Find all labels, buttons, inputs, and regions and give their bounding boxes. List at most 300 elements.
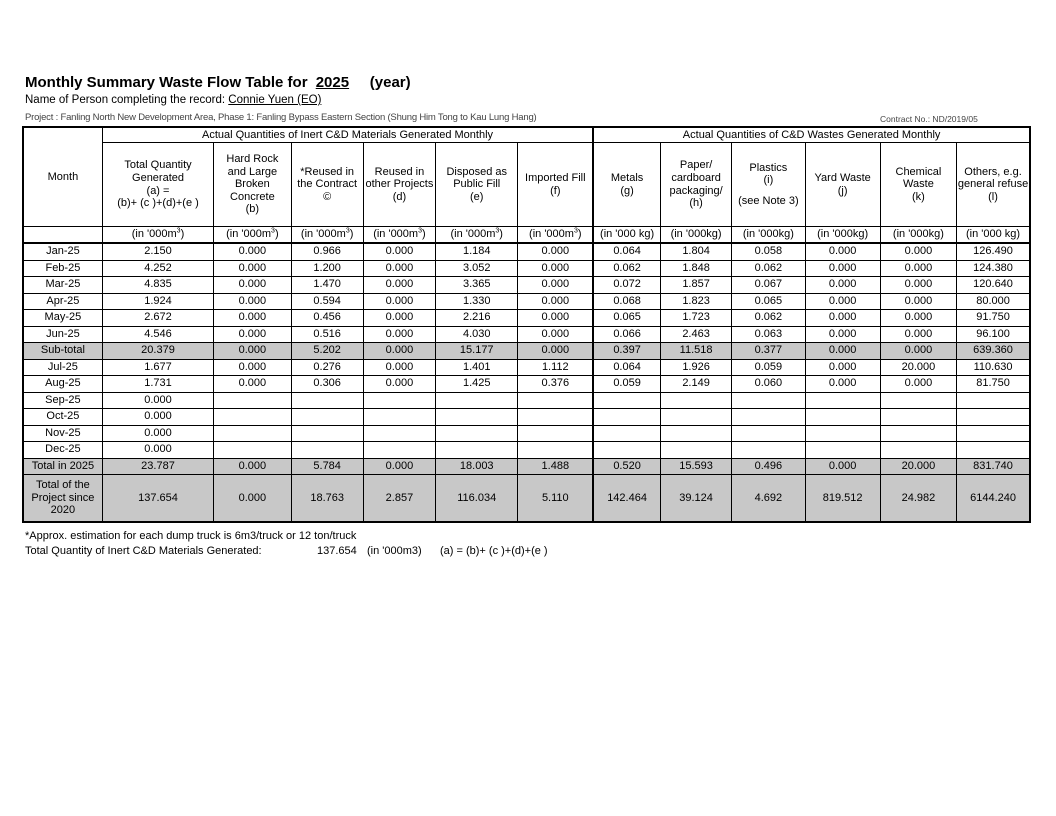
unit-label: (in '000m bbox=[529, 228, 574, 241]
value-cell: 0.000 bbox=[363, 376, 435, 393]
unit-superscript: 3 bbox=[495, 227, 500, 235]
column-header-line: cardboard bbox=[671, 171, 721, 184]
value-cell bbox=[363, 409, 435, 426]
value-cell: 2.463 bbox=[660, 326, 731, 343]
table-row bbox=[23, 343, 1030, 360]
unit-label: (in '000kg) bbox=[892, 228, 944, 241]
value-cell: 0.000 bbox=[880, 243, 956, 260]
column-header-row bbox=[23, 143, 1030, 227]
unit-label-end: ) bbox=[274, 228, 279, 241]
value-cell bbox=[957, 392, 1030, 409]
value-cell: 0.000 bbox=[518, 277, 593, 294]
value-cell bbox=[880, 409, 956, 426]
value-cell bbox=[363, 392, 435, 409]
value-cell: 3.052 bbox=[436, 260, 518, 277]
value-cell: 0.000 bbox=[363, 359, 435, 376]
column-header-line: (b)+ (c )+(d)+(e ) bbox=[117, 197, 199, 210]
column-header-12 bbox=[957, 143, 1030, 227]
value-cell bbox=[880, 425, 956, 442]
column-header-line: Chemical bbox=[895, 165, 942, 178]
value-cell: 0.000 bbox=[363, 310, 435, 327]
unit-superscript: 3 bbox=[418, 227, 422, 235]
column-header-line: Reused in bbox=[374, 165, 425, 178]
value-cell: 0.000 bbox=[214, 475, 291, 523]
column-header-line: Generated bbox=[132, 171, 184, 184]
column-header-2 bbox=[214, 143, 291, 227]
value-cell: 1.488 bbox=[518, 458, 593, 475]
value-cell: 18.003 bbox=[436, 458, 518, 475]
column-header-note: (see Note 3) bbox=[738, 194, 799, 207]
value-cell bbox=[957, 442, 1030, 459]
value-cell: 0.000 bbox=[805, 310, 880, 327]
value-cell: 0.000 bbox=[363, 243, 435, 260]
unit-label-end: ) bbox=[422, 228, 426, 241]
column-header-3 bbox=[291, 143, 363, 227]
unit-label-end: ) bbox=[180, 228, 185, 241]
column-header-line: (b) bbox=[245, 203, 260, 216]
unit-label: (in '000 kg) bbox=[966, 228, 1021, 241]
column-header-line: Metals bbox=[610, 171, 644, 184]
column-header-line: (i) bbox=[763, 174, 774, 187]
value-cell: 0.594 bbox=[291, 293, 363, 310]
waste-group-header: Actual Quantities of C&D Wastes Generated Monthly bbox=[593, 127, 1030, 143]
unit-label: (in '000kg) bbox=[817, 228, 869, 241]
value-cell bbox=[518, 392, 593, 409]
value-cell: 4.835 bbox=[102, 277, 213, 294]
value-cell: 23.787 bbox=[102, 458, 213, 475]
value-cell bbox=[593, 425, 660, 442]
column-header-line: packaging/ bbox=[669, 184, 723, 197]
value-cell: 0.000 bbox=[214, 277, 291, 294]
month-cell: Total in 2025 bbox=[23, 458, 102, 475]
value-cell bbox=[593, 442, 660, 459]
column-header-5 bbox=[436, 143, 518, 227]
value-cell: 15.177 bbox=[436, 343, 518, 360]
unit-label-end: ) bbox=[577, 228, 582, 241]
value-cell bbox=[805, 442, 880, 459]
value-cell: 819.512 bbox=[805, 475, 880, 523]
value-cell: 2.216 bbox=[436, 310, 518, 327]
value-cell: 0.000 bbox=[214, 310, 291, 327]
column-header-line: Paper/ bbox=[679, 159, 713, 172]
value-cell: 1.804 bbox=[660, 243, 731, 260]
value-cell bbox=[880, 442, 956, 459]
value-cell: 0.065 bbox=[732, 293, 805, 310]
value-cell: 0.000 bbox=[363, 260, 435, 277]
value-cell: 0.000 bbox=[518, 310, 593, 327]
column-header-line: Imported Fill bbox=[525, 171, 586, 184]
value-cell: 0.000 bbox=[880, 260, 956, 277]
table-row bbox=[23, 376, 1030, 393]
value-cell bbox=[436, 392, 518, 409]
value-cell bbox=[880, 392, 956, 409]
column-header-9 bbox=[732, 143, 805, 227]
column-header-line: and Large bbox=[227, 165, 278, 178]
column-header-line: the Contract bbox=[297, 178, 358, 191]
column-header-line: (k) bbox=[912, 190, 925, 203]
column-header-line: Waste bbox=[903, 178, 934, 191]
year-value: 2025 bbox=[315, 74, 350, 91]
column-header-line: (e) bbox=[470, 190, 484, 203]
column-header-line: Disposed as bbox=[446, 165, 507, 178]
value-cell bbox=[732, 409, 805, 426]
value-cell: 81.750 bbox=[957, 376, 1030, 393]
column-header-line: Hard Rock bbox=[226, 152, 279, 165]
value-cell bbox=[214, 425, 291, 442]
value-cell: 1.723 bbox=[660, 310, 731, 327]
value-cell: 0.276 bbox=[291, 359, 363, 376]
value-cell: 0.000 bbox=[214, 326, 291, 343]
value-cell: 2.149 bbox=[660, 376, 731, 393]
value-cell: 0.066 bbox=[593, 326, 660, 343]
table-row bbox=[23, 310, 1030, 327]
unit-label: (in '000m bbox=[300, 228, 346, 241]
person-name: Connie Yuen (EO) bbox=[228, 94, 322, 106]
column-header-line: © bbox=[323, 190, 332, 203]
value-cell: 1.200 bbox=[291, 260, 363, 277]
value-cell: 0.000 bbox=[363, 458, 435, 475]
value-cell: 5.784 bbox=[291, 458, 363, 475]
value-cell: 0.064 bbox=[593, 359, 660, 376]
total-value: 137.654 bbox=[317, 545, 357, 557]
value-cell: 5.202 bbox=[291, 343, 363, 360]
value-cell: 1.112 bbox=[518, 359, 593, 376]
value-cell: 0.000 bbox=[214, 343, 291, 360]
value-cell: 3.365 bbox=[436, 277, 518, 294]
month-cell: Jul-25 bbox=[23, 359, 102, 376]
unit-label: (in '000m bbox=[373, 228, 419, 241]
value-cell bbox=[436, 425, 518, 442]
column-header-line: (j) bbox=[837, 184, 848, 197]
unit-label: (in '000kg) bbox=[670, 228, 722, 241]
value-cell bbox=[805, 409, 880, 426]
value-cell: 1.470 bbox=[291, 277, 363, 294]
column-header-line: Public Fill bbox=[453, 178, 501, 191]
total-quantity-line bbox=[25, 545, 548, 557]
value-cell: 0.062 bbox=[732, 310, 805, 327]
value-cell bbox=[291, 392, 363, 409]
table-row bbox=[23, 475, 1030, 523]
value-cell: 110.630 bbox=[957, 359, 1030, 376]
value-cell: 4.252 bbox=[102, 260, 213, 277]
person-label: Name of Person completing the record: bbox=[25, 94, 226, 106]
value-cell: 0.000 bbox=[214, 458, 291, 475]
value-cell: 39.124 bbox=[660, 475, 731, 523]
value-cell bbox=[363, 425, 435, 442]
value-cell: 5.110 bbox=[518, 475, 593, 523]
month-unit-cell bbox=[23, 227, 102, 244]
total-formula: (a) = (b)+ (c )+(d)+(e ) bbox=[440, 545, 548, 557]
total-unit: (in '000m3) bbox=[367, 545, 422, 557]
value-cell bbox=[957, 425, 1030, 442]
column-header-line: (g) bbox=[620, 184, 634, 197]
month-cell: Dec-25 bbox=[23, 442, 102, 459]
table-row bbox=[23, 260, 1030, 277]
unit-label: (in '000kg) bbox=[742, 228, 794, 241]
column-header-4 bbox=[363, 143, 435, 227]
value-cell: 1.401 bbox=[436, 359, 518, 376]
value-cell: 0.062 bbox=[732, 260, 805, 277]
value-cell: 137.654 bbox=[102, 475, 213, 523]
column-header-line: Others, e.g. bbox=[964, 165, 1022, 178]
unit-cell bbox=[732, 227, 805, 244]
month-cell: Jun-25 bbox=[23, 326, 102, 343]
value-cell: 1.677 bbox=[102, 359, 213, 376]
value-cell: 0.000 bbox=[805, 277, 880, 294]
table-row bbox=[23, 458, 1030, 475]
unit-cell bbox=[880, 227, 956, 244]
value-cell: 1.330 bbox=[436, 293, 518, 310]
value-cell: 0.000 bbox=[805, 243, 880, 260]
value-cell: 0.000 bbox=[880, 310, 956, 327]
column-header-line: (a) = bbox=[146, 184, 170, 197]
value-cell: 0.516 bbox=[291, 326, 363, 343]
value-cell: 2.857 bbox=[363, 475, 435, 523]
value-cell: 0.000 bbox=[880, 376, 956, 393]
value-cell: 0.496 bbox=[732, 458, 805, 475]
value-cell: 18.763 bbox=[291, 475, 363, 523]
value-cell bbox=[518, 425, 593, 442]
value-cell: 0.000 bbox=[805, 343, 880, 360]
value-cell: 0.000 bbox=[102, 442, 213, 459]
value-cell: 0.062 bbox=[593, 260, 660, 277]
value-cell: 0.059 bbox=[593, 376, 660, 393]
month-cell: Jan-25 bbox=[23, 243, 102, 260]
value-cell: 4.030 bbox=[436, 326, 518, 343]
month-header: Month bbox=[23, 127, 102, 227]
value-cell bbox=[291, 425, 363, 442]
value-cell bbox=[436, 442, 518, 459]
value-cell bbox=[593, 392, 660, 409]
waste-flow-table bbox=[22, 126, 1031, 523]
table-row bbox=[23, 243, 1030, 260]
unit-cell bbox=[102, 227, 213, 244]
table-row bbox=[23, 425, 1030, 442]
value-cell bbox=[436, 409, 518, 426]
value-cell: 0.000 bbox=[805, 359, 880, 376]
value-cell bbox=[291, 409, 363, 426]
value-cell: 0.377 bbox=[732, 343, 805, 360]
column-header-line: (l) bbox=[988, 190, 998, 203]
value-cell: 831.740 bbox=[957, 458, 1030, 475]
value-cell: 6144.240 bbox=[957, 475, 1030, 523]
value-cell: 0.397 bbox=[593, 343, 660, 360]
unit-label-end: ) bbox=[349, 228, 354, 241]
column-header-11 bbox=[880, 143, 956, 227]
value-cell: 11.518 bbox=[660, 343, 731, 360]
project-description: Project : Fanling North New Development Area, Phase 1: Fanling Bypass Eastern Section (Shung Him Tong to Kau Lung Hang) bbox=[25, 112, 537, 123]
value-cell: 0.306 bbox=[291, 376, 363, 393]
value-cell bbox=[957, 409, 1030, 426]
value-cell: 20.000 bbox=[880, 359, 956, 376]
value-cell: 0.000 bbox=[880, 277, 956, 294]
month-cell: May-25 bbox=[23, 310, 102, 327]
value-cell: 1.857 bbox=[660, 277, 731, 294]
value-cell: 0.000 bbox=[214, 260, 291, 277]
value-cell bbox=[805, 392, 880, 409]
value-cell bbox=[214, 442, 291, 459]
value-cell: 0.064 bbox=[593, 243, 660, 260]
value-cell: 80.000 bbox=[957, 293, 1030, 310]
value-cell: 0.000 bbox=[518, 260, 593, 277]
contract-number: Contract No.: ND/2019/05 bbox=[880, 114, 978, 124]
value-cell: 0.059 bbox=[732, 359, 805, 376]
value-cell: 0.000 bbox=[518, 343, 593, 360]
value-cell: 1.848 bbox=[660, 260, 731, 277]
value-cell: 0.000 bbox=[363, 277, 435, 294]
value-cell: 0.966 bbox=[291, 243, 363, 260]
column-header-line: Concrete bbox=[230, 190, 275, 203]
value-cell: 126.490 bbox=[957, 243, 1030, 260]
value-cell bbox=[214, 409, 291, 426]
value-cell bbox=[518, 442, 593, 459]
column-header-7 bbox=[593, 143, 660, 227]
person-line bbox=[25, 94, 321, 106]
value-cell: 1.184 bbox=[436, 243, 518, 260]
value-cell: 0.000 bbox=[880, 293, 956, 310]
table-row bbox=[23, 409, 1030, 426]
column-header-1 bbox=[102, 143, 213, 227]
unit-row bbox=[23, 227, 1030, 244]
value-cell: 20.000 bbox=[880, 458, 956, 475]
value-cell bbox=[732, 442, 805, 459]
value-cell: 120.640 bbox=[957, 277, 1030, 294]
unit-cell bbox=[363, 227, 435, 244]
value-cell bbox=[732, 425, 805, 442]
value-cell: 142.464 bbox=[593, 475, 660, 523]
value-cell: 0.000 bbox=[102, 409, 213, 426]
value-cell: 0.000 bbox=[214, 376, 291, 393]
value-cell: 0.000 bbox=[805, 376, 880, 393]
value-cell bbox=[363, 442, 435, 459]
dump-truck-footnote: *Approx. estimation for each dump truck is 6m3/truck or 12 ton/truck bbox=[25, 530, 357, 542]
value-cell: 96.100 bbox=[957, 326, 1030, 343]
unit-cell bbox=[593, 227, 660, 244]
value-cell: 1.823 bbox=[660, 293, 731, 310]
column-header-line: Yard Waste bbox=[814, 171, 871, 184]
unit-label: (in '000m bbox=[131, 228, 177, 241]
column-header-line: (f) bbox=[550, 184, 561, 197]
unit-label: (in '000 kg) bbox=[600, 228, 655, 241]
unit-cell bbox=[805, 227, 880, 244]
value-cell: 0.000 bbox=[363, 326, 435, 343]
value-cell: 0.000 bbox=[880, 326, 956, 343]
value-cell: 4.546 bbox=[102, 326, 213, 343]
value-cell: 0.000 bbox=[214, 293, 291, 310]
column-header-10 bbox=[805, 143, 880, 227]
table-row bbox=[23, 359, 1030, 376]
unit-cell bbox=[518, 227, 593, 244]
unit-cell bbox=[436, 227, 518, 244]
unit-superscript: 3 bbox=[176, 227, 181, 235]
value-cell: 0.000 bbox=[518, 293, 593, 310]
value-cell: 0.000 bbox=[363, 293, 435, 310]
total-label: Total Quantity of Inert C&D Materials Generated: bbox=[25, 545, 262, 557]
value-cell: 91.750 bbox=[957, 310, 1030, 327]
title-prefix: Monthly Summary Waste Flow Table for bbox=[25, 74, 308, 91]
column-header-line: Plastics bbox=[749, 161, 788, 174]
table-row bbox=[23, 293, 1030, 310]
unit-superscript: 3 bbox=[345, 227, 350, 235]
value-cell: 0.000 bbox=[102, 392, 213, 409]
column-header-6 bbox=[518, 143, 593, 227]
value-cell: 0.376 bbox=[518, 376, 593, 393]
column-header-8 bbox=[660, 143, 731, 227]
column-header-line: (h) bbox=[689, 197, 703, 210]
value-cell: 20.379 bbox=[102, 343, 213, 360]
unit-cell bbox=[660, 227, 731, 244]
value-cell: 0.072 bbox=[593, 277, 660, 294]
column-header-line: Broken bbox=[234, 178, 270, 191]
value-cell bbox=[732, 392, 805, 409]
column-header-line: (d) bbox=[392, 190, 407, 203]
value-cell: 4.692 bbox=[732, 475, 805, 523]
value-cell: 0.060 bbox=[732, 376, 805, 393]
table-row bbox=[23, 392, 1030, 409]
value-cell: 124.380 bbox=[957, 260, 1030, 277]
unit-cell bbox=[957, 227, 1030, 244]
value-cell: 0.456 bbox=[291, 310, 363, 327]
value-cell: 0.000 bbox=[805, 326, 880, 343]
column-header-line: Total Quantity bbox=[124, 159, 192, 172]
unit-cell bbox=[214, 227, 291, 244]
inert-group-header: Actual Quantities of Inert C&D Materials Generated Monthly bbox=[102, 127, 593, 143]
value-cell: 0.000 bbox=[214, 243, 291, 260]
value-cell bbox=[291, 442, 363, 459]
unit-label: (in '000m bbox=[226, 228, 272, 241]
value-cell: 0.000 bbox=[518, 326, 593, 343]
value-cell: 0.000 bbox=[805, 458, 880, 475]
table-row bbox=[23, 326, 1030, 343]
table-row bbox=[23, 442, 1030, 459]
value-cell: 0.000 bbox=[805, 260, 880, 277]
value-cell: 0.000 bbox=[518, 243, 593, 260]
value-cell: 0.068 bbox=[593, 293, 660, 310]
column-header-line: other Projects bbox=[365, 178, 434, 191]
value-cell: 0.000 bbox=[214, 359, 291, 376]
month-cell: Sub-total bbox=[23, 343, 102, 360]
value-cell bbox=[660, 409, 731, 426]
value-cell bbox=[660, 442, 731, 459]
value-cell bbox=[518, 409, 593, 426]
value-cell: 0.000 bbox=[880, 343, 956, 360]
value-cell: 1.731 bbox=[102, 376, 213, 393]
column-header-line: general refuse bbox=[957, 178, 1029, 191]
month-cell: Oct-25 bbox=[23, 409, 102, 426]
unit-label: (in '000m bbox=[450, 228, 496, 241]
value-cell: 0.067 bbox=[732, 277, 805, 294]
value-cell: 0.520 bbox=[593, 458, 660, 475]
value-cell: 0.000 bbox=[102, 425, 213, 442]
table-row bbox=[23, 277, 1030, 294]
value-cell: 116.034 bbox=[436, 475, 518, 523]
value-cell: 2.672 bbox=[102, 310, 213, 327]
month-cell: Nov-25 bbox=[23, 425, 102, 442]
month-cell: Total of the Project since 2020 bbox=[23, 475, 102, 523]
unit-label-end: ) bbox=[499, 228, 503, 241]
value-cell bbox=[660, 392, 731, 409]
value-cell: 1.425 bbox=[436, 376, 518, 393]
month-cell: Apr-25 bbox=[23, 293, 102, 310]
month-cell: Feb-25 bbox=[23, 260, 102, 277]
value-cell: 0.000 bbox=[363, 343, 435, 360]
unit-cell bbox=[291, 227, 363, 244]
unit-superscript: 3 bbox=[573, 227, 578, 235]
month-cell: Mar-25 bbox=[23, 277, 102, 294]
value-cell: 1.926 bbox=[660, 359, 731, 376]
column-header-line: *Reused in bbox=[300, 165, 355, 178]
value-cell: 24.982 bbox=[880, 475, 956, 523]
